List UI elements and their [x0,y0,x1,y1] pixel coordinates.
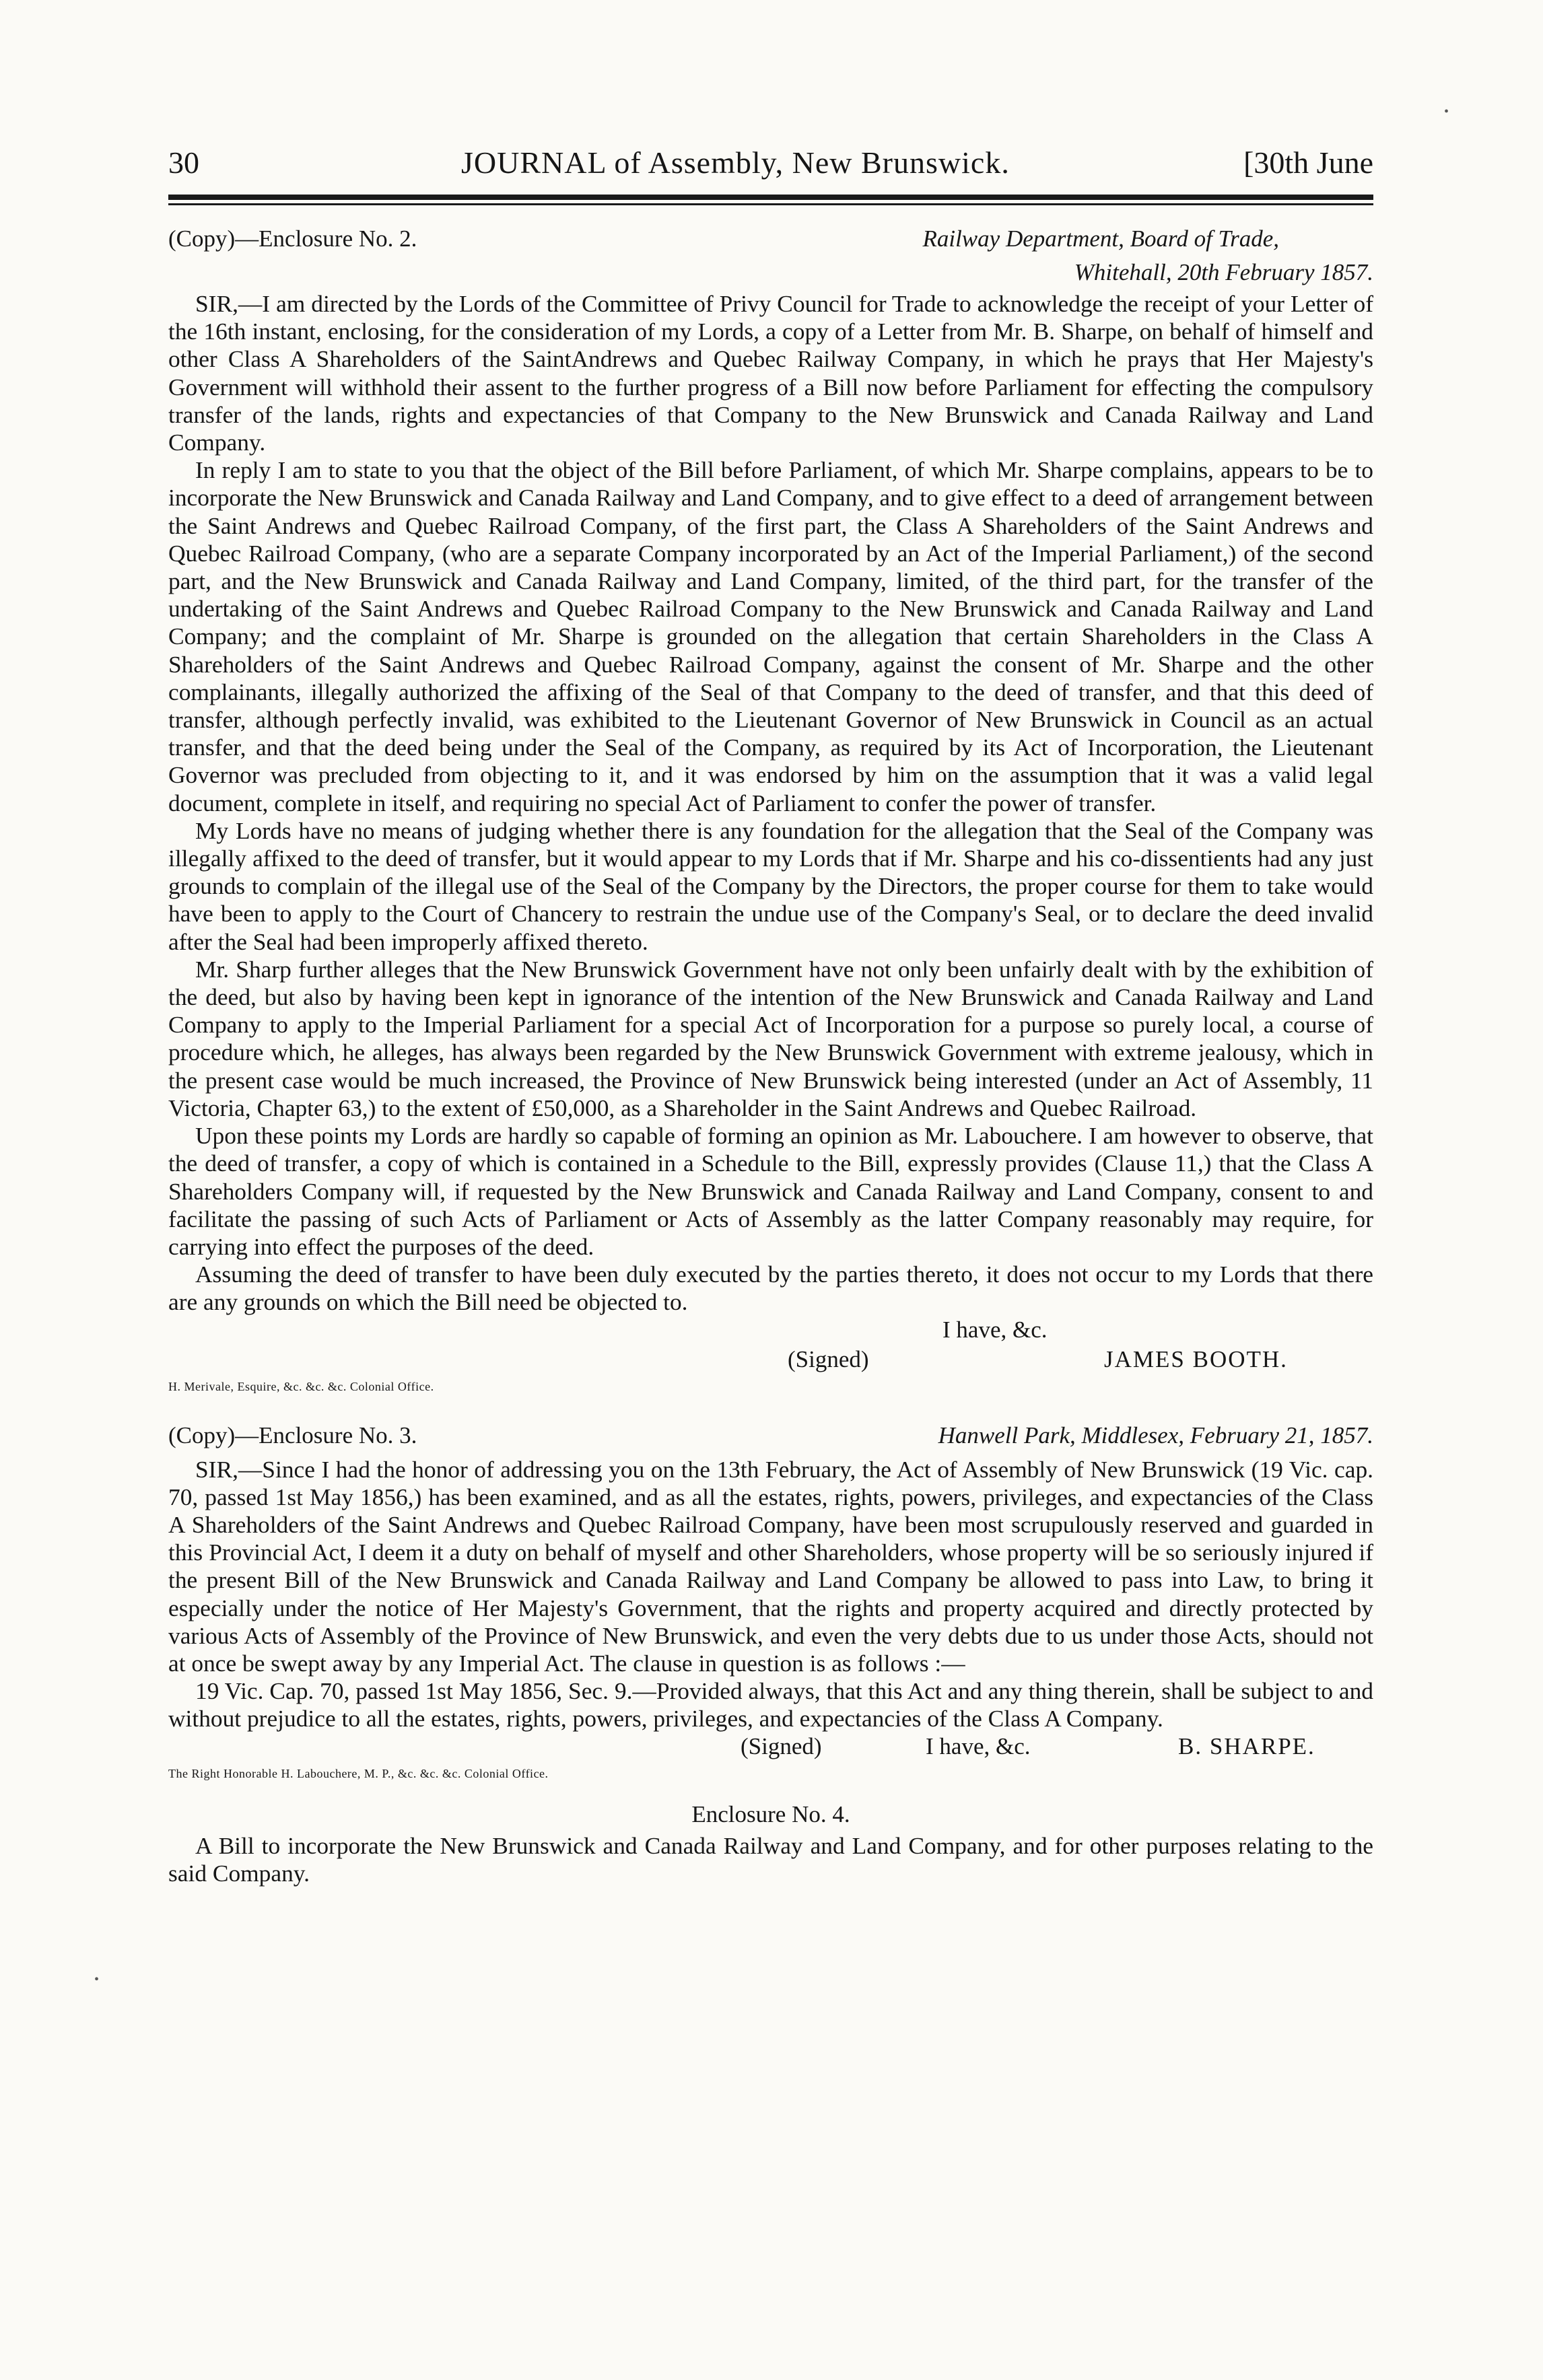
enclosure-2-signature [168,1346,1373,1376]
enclosure-4-label: Enclosure No. 4. [691,1800,850,1827]
margin-dot-mark: • [94,1972,100,1987]
header-rule-thick [168,195,1373,200]
enclosure-2-closing [168,1317,1373,1346]
enclosure-3-heading [168,1422,1373,1456]
header-date: [30th June [1243,145,1373,180]
enclosure-2-label: (Copy)—Enclosure No. 2. [168,225,417,252]
enclosure-2-heading [168,225,1373,259]
enclosure-3-paragraph: SIR,—Since I had the honor of addressing you on the 13th February, the Act of Assembly of New Brunswick (19 Vic. cap. 70, passed 1st May 1856,) has been examined, and as all the estates, rights, powers, privileges, and expectancies of the Class A Shareholders of the Saint Andrews and Quebec Railroad Company, have been most scrupulously reserved and guarded in this Provincial Act, I deem it a duty on behalf of myself and other Shareholders, whose property will be so seriously injured if the present Bill of the New Brunswick and Canada Railway and Land Company be allowed to pass into Law, to bring it especially under the notice of Her Majesty's Government, that the rights and property acquired and directly protected by various Acts of Assembly of the Province of New Brunswick, and even the very debts due to us under those Acts, should not at once be swept away by any Imperial Act. The clause in question is as follows :— [168,1455,1373,1677]
enclosure-2-addressee: H. Merivale, Esquire, &c. &c. &c. Colonial Office. [168,1379,434,1393]
enclosure-2-paragraph: Assuming the deed of transfer to have been duly executed by the parties thereto, it does not occur to my Lords that there are any grounds on which the Bill need be objected to. [168,1261,1373,1316]
enclosure-2-paragraph: SIR,—I am directed by the Lords of the Committee of Privy Council for Trade to acknowledge the receipt of your Letter of the 16th instant, enclosing, for the consideration of my Lords, a copy of a Letter from Mr. B. Sharpe, on behalf of himself and other Class A Shareholders of the SaintAndrews and Quebec Railway Company, in which he prays that Her Majesty's Government will withhold their assent to the further progress of a Bill now before Parliament for effecting the compulsory transfer of the lands, rights and expectancies of that Company to the New Brunswick and Canada Railway and Land Company. [168,290,1373,456]
page-number: 30 [168,145,199,180]
enclosure-4-body [168,1832,1373,1887]
enclosure-3-signature [168,1733,1373,1763]
enclosure-2-body [168,290,1373,1317]
signed-label: (Signed) [788,1345,869,1372]
margin-dot-mark: • [1444,104,1449,119]
page-header [168,145,1373,185]
enclosure-3-addressee: The Right Honorable H. Labouchere, M. P., &c. &c. &c. Colonial Office. [168,1766,549,1780]
enclosure-2-place-date: Whitehall, 20th February 1857. [1074,259,1373,285]
journal-page [168,145,1373,1887]
enclosure-3-label: (Copy)—Enclosure No. 3. [168,1422,417,1448]
enclosure-2-paragraph: Mr. Sharp further alleges that the New Brunswick Government have not only been unfairly dealt with by the exhibition of the deed, but also by having been kept in ignorance of the intention of the New Brunswick and Canada Railway and Land Company to apply to the Imperial Parliament for a special Act of Incorporation for a purpose so purely local, a course of procedure which, he alleges, has always been regarded by the New Brunswick Government with extreme jealousy, which in the present case would be much increased, the Province of New Brunswick being interested (under an Act of Assembly, 11 Victoria, Chapter 63,) to the extent of £50,000, as a Shareholder in the Saint Andrews and Quebec Railroad. [168,955,1373,1121]
enclosure-2-paragraph: In reply I am to state to you that the object of the Bill before Parliament, of which Mr. Sharpe complains, appears to be to incorporate the New Brunswick and Canada Railway and Land Company, and to give effect to a deed of arrangement between the Saint Andrews and Quebec Railroad Company, of the first part, the Class A Shareholders of the Saint Andrews and Quebec Railroad Company, (who are a separate Company incorporated by an Act of the Imperial Parliament,) of the second part, and the New Brunswick and Canada Railway and Land Company, limited, of the third part, for the transfer of the undertaking of the Saint Andrews and Quebec Railroad Company to the New Brunswick and Canada Railway and Land Company; and the complaint of Mr. Sharpe is grounded on the allegation that certain Shareholders in the Class A Shareholders of the Saint Andrews and Quebec Railroad Company, against the consent of Mr. Sharpe and the other complainants, illegally authorized the affixing of the Seal of that Company to the deed of transfer, and that this deed of transfer, although perfectly invalid, was exhibited to the Lieutenant Governor of New Brunswick in Council as an actual transfer, and that the deed being under the Seal of the Company, as required by its Act of Incorporation, the Lieutenant Governor was precluded from objecting to it, and it was endorsed by him on the assumption that it was a valid legal document, complete in itself, and requiring no special Act of Parliament to confer the power of transfer. [168,456,1373,816]
enclosure-3-paragraph: 19 Vic. Cap. 70, passed 1st May 1856, Sec. 9.—Provided always, that this Act and any thing therein, shall be subject to and without prejudice to all the estates, rights, powers, privileges, and expectancies of the Class A Company. [168,1677,1373,1733]
signatory-name: JAMES BOOTH. [1104,1345,1288,1372]
enclosure-3-body [168,1456,1373,1733]
journal-title: JOURNAL of Assembly, New Brunswick. [461,145,1010,180]
enclosure-2-paragraph: Upon these points my Lords are hardly so capable of forming an opinion as Mr. Labouchere. I am however to observe, that the deed of transfer, a copy of which is contained in a Schedule to the Bill, expressly provides (Clause 11,) that the Class A Shareholders Company will, if requested by the New Brunswick and Canada Railway and Land Company, consent to and facilitate the passing of such Acts of Parliament or Acts of Assembly as the latter Company reasonably may require, for carrying into effect the purposes of the deed. [168,1122,1373,1260]
enclosure-2-paragraph: My Lords have no means of judging whether there is any foundation for the allegation that the Seal of the Company was illegally affixed to the deed of transfer, but it would appear to my Lords that if Mr. Sharpe and his co-dissentients had any just grounds to complain of the illegal use of the Seal of the Company by the Directors, the proper course for them to take would have been to apply to the Court of Chancery to restrain the undue use of the Company's Seal, or to declare the deed invalid after the Seal had been improperly affixed thereto. [168,816,1373,955]
enclosure-4-paragraph: A Bill to incorporate the New Brunswick and Canada Railway and Land Company, and for other purposes relating to the said Company. [168,1831,1373,1887]
enclosure-3-place-date: Hanwell Park, Middlesex, February 21, 1857. [938,1422,1373,1448]
signatory-name: B. SHARPE. [1178,1733,1315,1759]
enclosure-2-office: Railway Department, Board of Trade, [922,225,1279,252]
signed-label: (Signed) [741,1733,822,1759]
closing-phrase: I have, &c. [942,1316,1048,1343]
closing-phrase: I have, &c. [926,1733,1031,1759]
